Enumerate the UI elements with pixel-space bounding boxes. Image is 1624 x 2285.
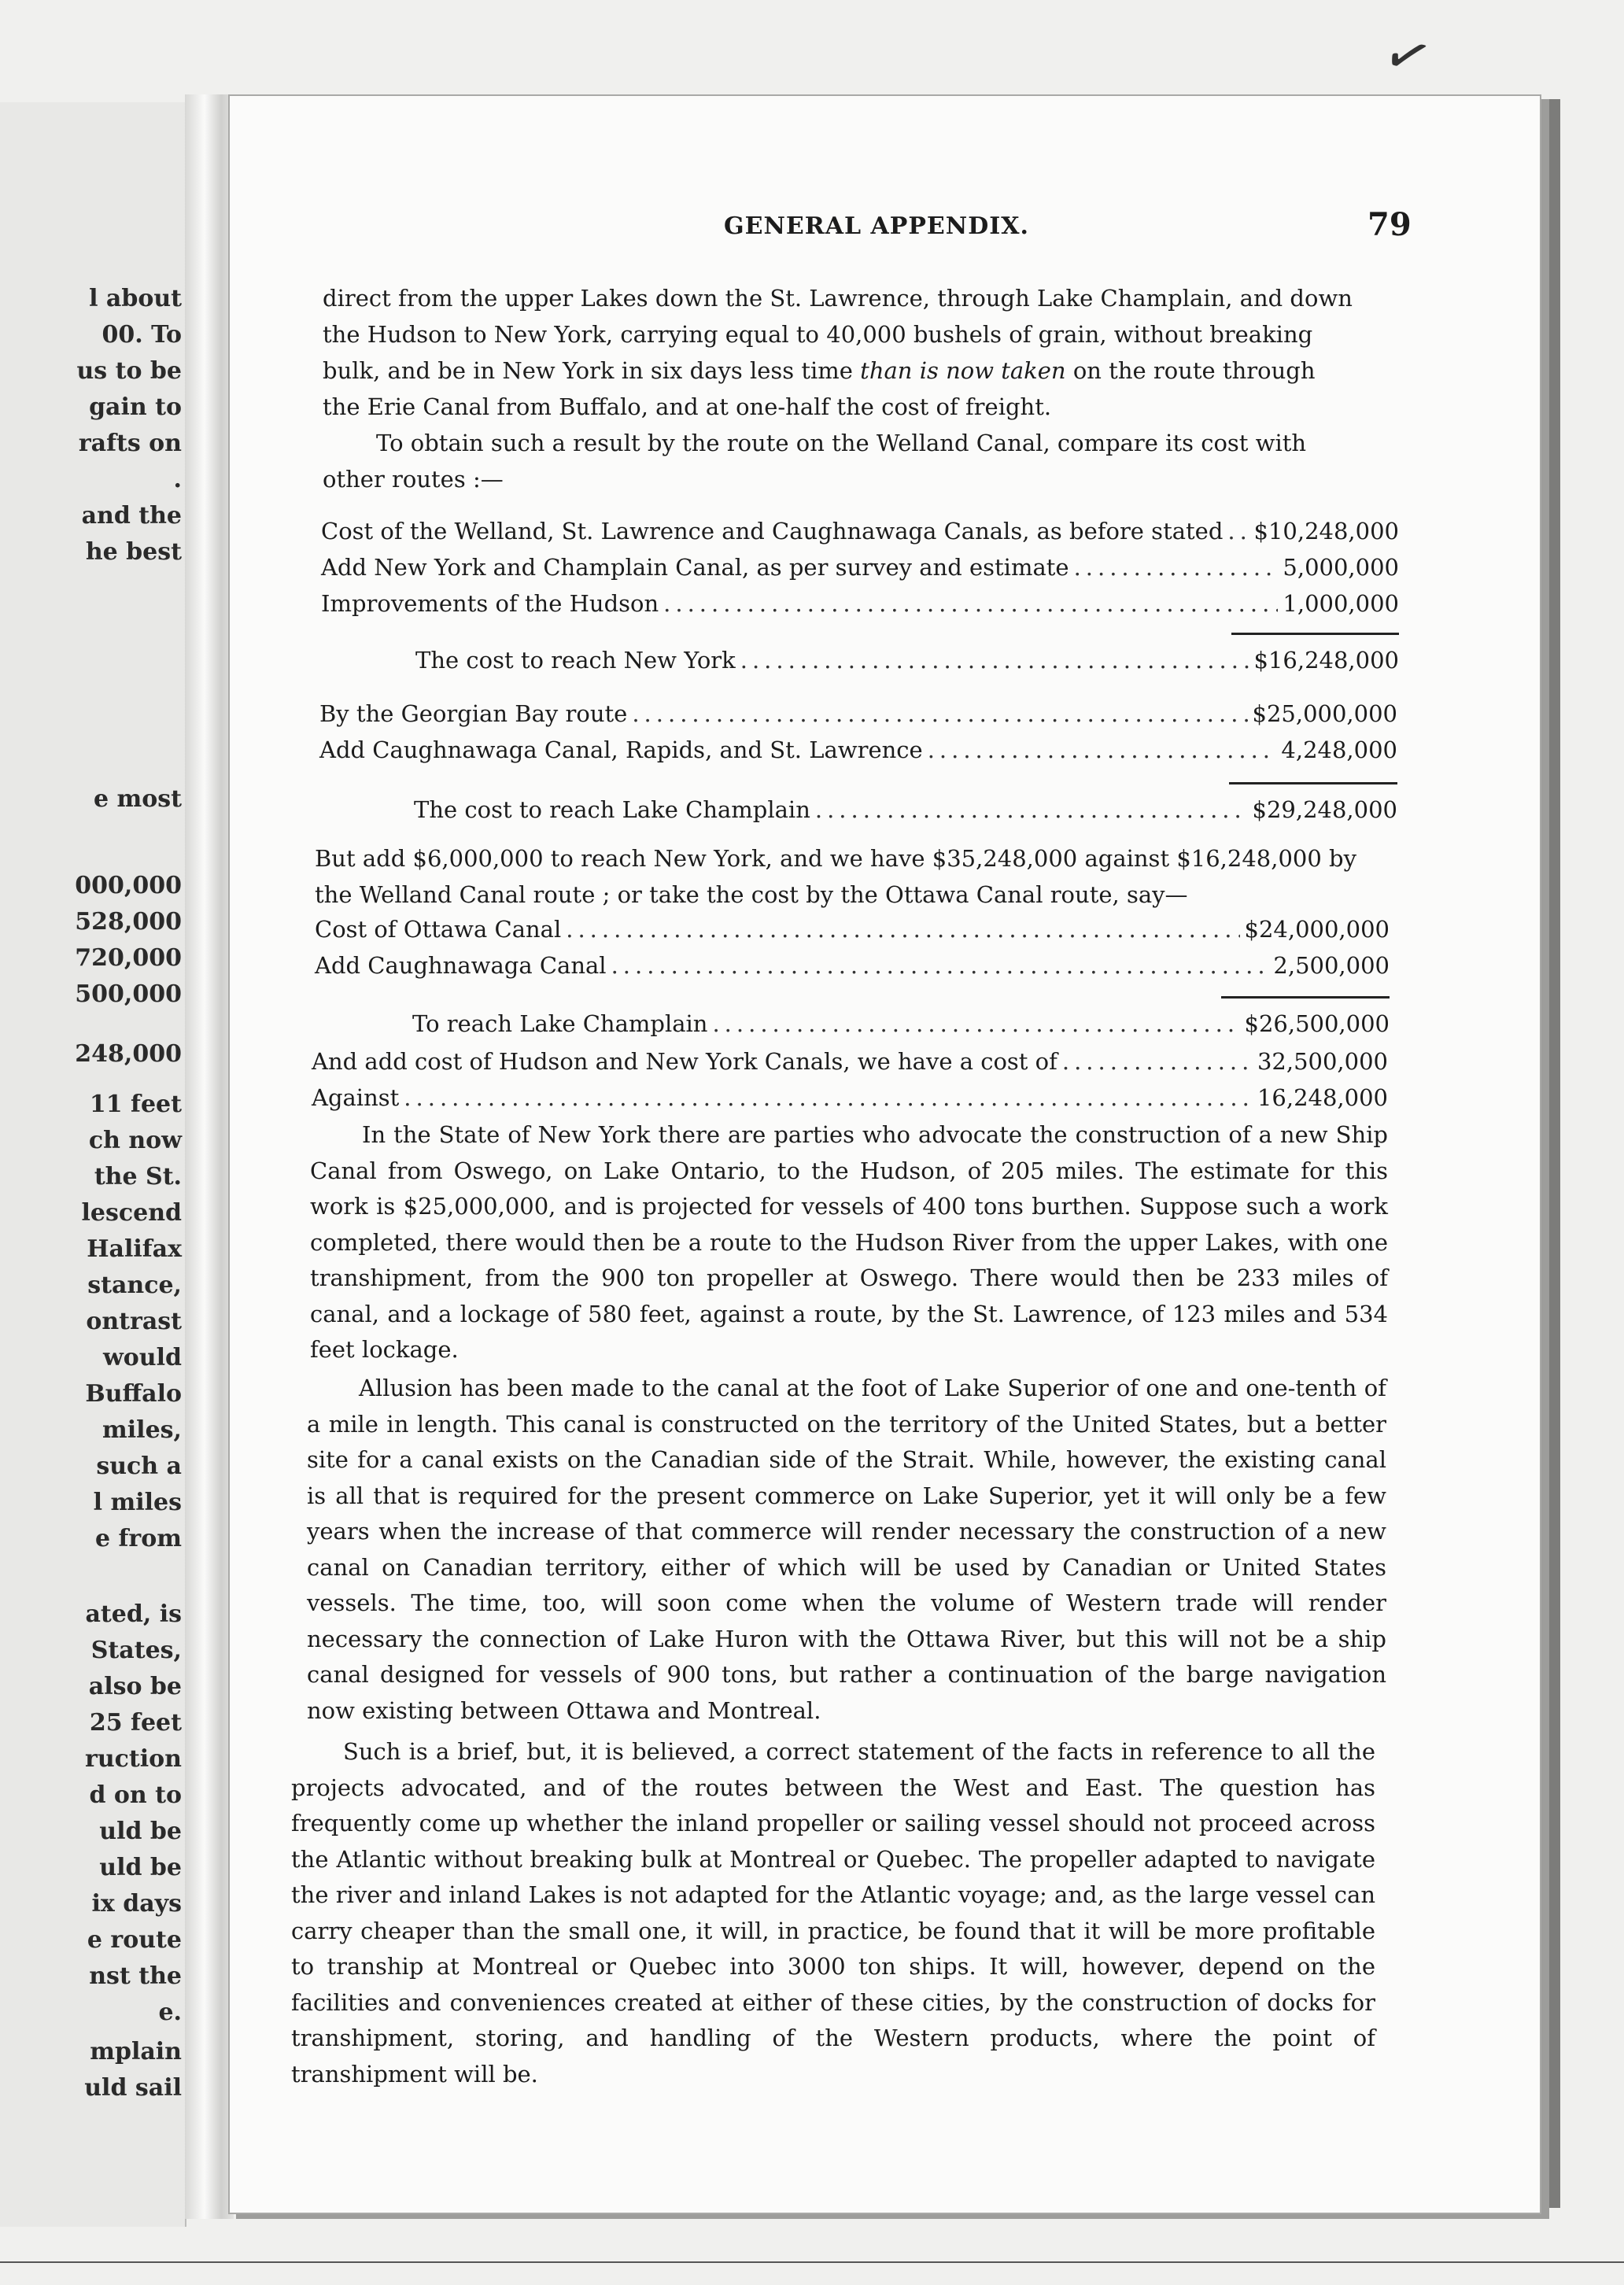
cost-row: Against ..... 16,248,000 [312,1084,1388,1111]
text-line: direct from the upper Lakes down the St. Lawrence, through Lake Champlain, and down [323,285,1353,312]
running-header: GENERAL APPENDIX. [724,212,1029,240]
emphasis-text: than is now taken [860,357,1066,384]
paragraph: Allusion has been made to the canal at the foot of Lake Superior of one and one-tenth of a mile in length. This canal is constructed on the territory of the United States, but a better site for a canal exists on the Canadian side of the Strait. While, however, the existing canal is all that is required for the present commerce on Lake Superior, yet it will only be a few years when the increase of that commerce will render necessary the construction of a new canal on Canadian territory, either of which will be used by Canadian or United States vessels. The time, too, will soon come when the volume of Western trade will render necessary the connection of Lake Huron with the Ottawa River, but this will not be a ship canal designed for vessels of 900 tons, but rather a continuation of the barge navigation now existing between Ottawa and Montreal. [307,1375,1386,1724]
text-line: To obtain such a result by the route on the Welland Canal, compare its cost with [376,430,1307,456]
facing-page-line: ch now [88,1127,182,1154]
facing-page-line: 528,000 [75,908,182,936]
page-edge-shadow [1540,99,1560,2208]
text-line: But add $6,000,000 to reach New York, and we have $35,248,000 against $16,248,000 by [315,845,1356,872]
facing-page-line: stance, [87,1272,182,1299]
facing-page-line: 25 feet [89,1709,182,1737]
cost-row: Add Caughnawaga Canal ..... 2,500,000 [315,952,1390,979]
facing-page-line: lescend [81,1199,182,1227]
cost-row: Add Caughnawaga Canal, Rapids, and St. Lawrence ..... 4,248,000 [319,736,1397,763]
cost-row: And add cost of Hudson and New York Canals, we have a cost of ..... 32,500,000 [312,1048,1388,1075]
facing-page-line: mplain [90,2038,182,2065]
facing-page-line: . [173,466,182,493]
facing-page-line: and the [81,502,182,530]
facing-page-line: ix days [91,1890,182,1918]
page-number: 79 [1367,206,1412,243]
facing-page-line: d on to [89,1781,182,1809]
facing-page-line: us to be [76,357,182,385]
facing-page-line: rafts on [78,430,182,457]
facing-page-line: 720,000 [75,944,182,972]
facing-page-line: 00. To [102,321,182,349]
facing-page-line: 000,000 [75,872,182,899]
text-line: the Erie Canal from Buffalo, and at one-half the cost of freight. [323,393,1052,420]
total-row: The cost to reach Lake Champlain ..... $29,248,000 [414,796,1397,823]
facing-page-line: e route [87,1926,182,1954]
cost-row: Cost of the Welland, St. Lawrence and Caughnawaga Canals, as before stated ..... $10,248,000 [321,518,1399,544]
facing-page-line: ruction [85,1745,182,1773]
facing-page-line: would [102,1344,182,1371]
cost-row: By the Georgian Bay route ..... $25,000,000 [319,700,1397,727]
facing-page-line: he best [85,538,182,566]
facing-page-line: such a [96,1453,182,1480]
facing-page-line: gain to [89,393,182,421]
book-spine [185,94,234,2219]
paragraph: Such is a brief, but, it is believed, a correct statement of the facts in reference to all the projects advocated, and of the routes between the West and East. The question has frequently come up whether the inland propeller or sailing vessel should not proceed across the Atlantic without breaking bulk at Montreal or Quebec. The propeller adapted to navigate the river and inland Lakes is not adapted for the Atlantic voyage; and, as the large vessel can carry cheaper than the small one, it will, in practice, be found that it will be more profitable to tranship at Montreal or Quebec into 3000 ton ships. It will, however, depend on the facilities and conveniences created at either of these cities, by the construction of docks for transhipment, storing, and handling of the Western products, where the point of transhipment will be. [291,1738,1375,2088]
facing-page-line: 11 feet [89,1091,182,1118]
text-line: other routes :— [323,466,504,493]
check-mark-icon: ✓ [1375,17,1441,94]
scan-bottom-edge [0,2261,1624,2263]
text-line: bulk, and be in New York in six days less time than is now taken on the route through [323,357,1316,384]
facing-page-line: miles, [102,1416,182,1444]
total-row: The cost to reach New York ..... $16,248,000 [415,647,1399,674]
facing-page-line: uld be [99,1854,182,1881]
cost-row: Cost of Ottawa Canal ..... $24,000,000 [315,916,1390,943]
facing-page-line: l about [89,285,182,312]
cost-row: Improvements of the Hudson ..... 1,000,000 [321,590,1399,617]
facing-page-line: 500,000 [75,980,182,1008]
facing-page-line: Buffalo [85,1380,182,1408]
text-line: the Welland Canal route ; or take the cost by the Ottawa Canal route, say— [315,881,1188,908]
facing-page-line: e from [95,1525,182,1552]
paragraph: In the State of New York there are parties who advocate the construction of a new Ship Canal from Oswego, on Lake Ontario, to the Hudson, of 205 miles. The estimate for this work is $25,000,000, and is projected for vessels of 400 tons burthen. Suppose such a work completed, there would then be a route to the Hudson River from the upper Lakes, with one transhipment, from the 900 ton propeller at Oswego. There would then be 233 miles of canal, and a lockage of 580 feet, against a route, by the St. Lawrence, of 123 miles and 534 feet lockage. [310,1121,1388,1363]
facing-page-fragment [0,102,186,2227]
text-line: the Hudson to New York, carrying equal to 40,000 bushels of grain, without breaking [323,321,1313,348]
total-row: To reach Lake Champlain ..... $26,500,000 [412,1010,1390,1037]
facing-page-line: e. [158,1999,182,2026]
facing-page-line: also be [88,1673,182,1700]
sum-rule [1231,633,1399,635]
cost-row: Add New York and Champlain Canal, as per survey and estimate ..... 5,000,000 [321,554,1399,581]
facing-page-line: the St. [94,1163,182,1190]
facing-page-line: 248,000 [75,1040,182,1068]
facing-page-line: l miles [93,1489,182,1516]
sum-rule [1221,996,1390,999]
facing-page-line: Halifax [87,1235,182,1263]
sum-rule [1229,782,1397,784]
facing-page-line: States, [90,1637,182,1664]
facing-page-line: uld sail [84,2074,182,2102]
facing-page-line: nst the [89,1962,182,1990]
facing-page-line: ontrast [86,1308,182,1335]
facing-page-line: ated, is [85,1600,182,1628]
facing-page-line: e most [93,785,182,813]
facing-page-line: uld be [99,1818,182,1845]
